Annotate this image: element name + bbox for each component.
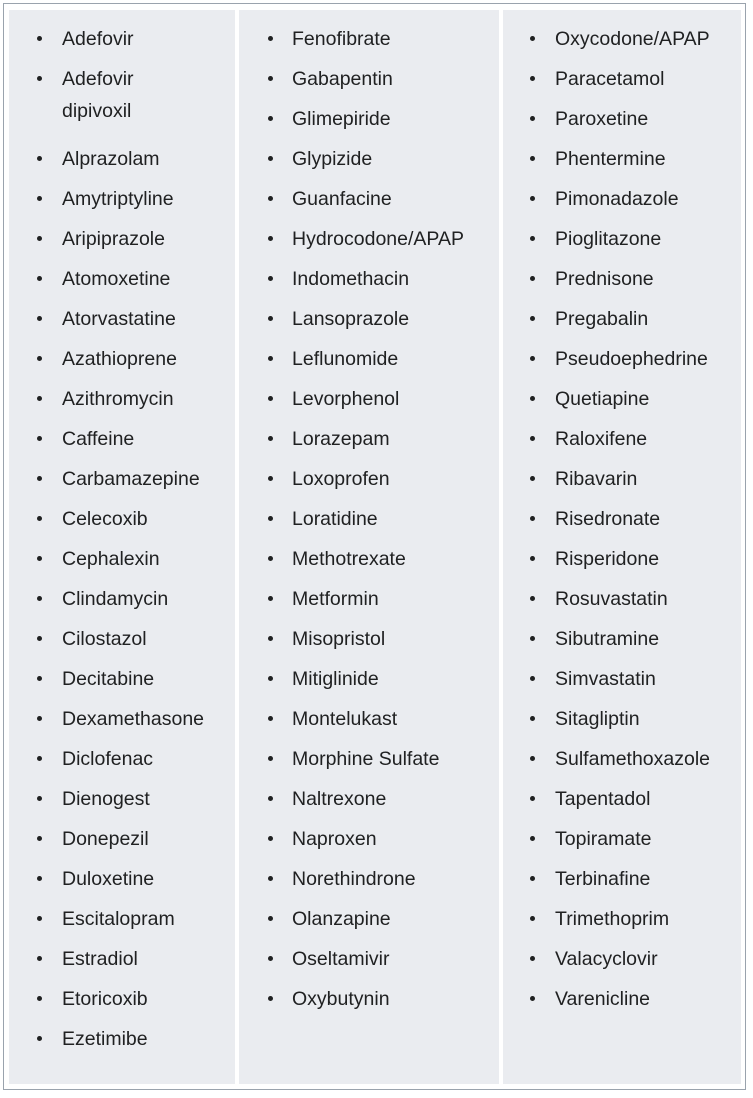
list-item <box>503 303 741 343</box>
list-item <box>9 183 235 223</box>
list-item <box>503 703 741 743</box>
drug-name: Sibutramine <box>555 628 660 650</box>
list-item <box>503 943 741 983</box>
drug-name: Quetiapine <box>555 388 650 410</box>
bullet-icon <box>268 36 273 41</box>
bullet-icon <box>530 716 535 721</box>
drug-name: Terbinafine <box>555 868 651 890</box>
list-item <box>503 103 741 143</box>
bullet-icon <box>530 36 535 41</box>
list-item <box>9 1023 235 1063</box>
drug-name: Etoricoxib <box>62 988 148 1010</box>
list-item <box>239 223 499 263</box>
bullet-icon <box>268 76 273 81</box>
list-item <box>239 303 499 343</box>
drug-name: Escitalopram <box>62 908 175 930</box>
list-item <box>503 663 741 703</box>
bullet-icon <box>37 596 42 601</box>
list-item <box>239 623 499 663</box>
drug-name: Oxybutynin <box>292 988 390 1010</box>
bullet-icon <box>37 916 42 921</box>
list-item <box>9 623 235 663</box>
list-item <box>9 703 235 743</box>
bullet-icon <box>530 796 535 801</box>
list-item <box>239 183 499 223</box>
bullet-icon <box>530 596 535 601</box>
drug-name: Estradiol <box>62 948 138 970</box>
drug-name: Caffeine <box>62 428 135 450</box>
bullet-icon <box>268 436 273 441</box>
bullet-icon <box>268 956 273 961</box>
list-item <box>503 23 741 63</box>
drug-name: Sulfamethoxazole <box>555 748 711 770</box>
drug-name: Donepezil <box>62 828 149 850</box>
list-item <box>9 23 235 63</box>
bullet-icon <box>37 316 42 321</box>
bullet-icon <box>37 36 42 41</box>
list-item <box>239 663 499 703</box>
list-item <box>9 943 235 983</box>
drug-name: Rosuvastatin <box>555 588 668 610</box>
drug-name: Metformin <box>292 588 379 610</box>
list-item <box>503 343 741 383</box>
list-item <box>239 943 499 983</box>
drug-name: Indomethacin <box>292 268 410 290</box>
list-item <box>239 823 499 863</box>
drug-name: Ribavarin <box>555 468 638 490</box>
bullet-icon <box>37 756 42 761</box>
drug-name: Prednisone <box>555 268 654 290</box>
drug-name: Norethindrone <box>292 868 416 890</box>
drug-name: Azathioprene <box>62 348 177 370</box>
drug-name: Amytriptyline <box>62 188 174 210</box>
bullet-icon <box>37 676 42 681</box>
bullet-icon <box>268 756 273 761</box>
drug-name: Varenicline <box>555 988 651 1010</box>
list-item <box>239 543 499 583</box>
drug-name: Tapentadol <box>555 788 651 810</box>
drug-name: Adefovir dipivoxil <box>62 68 134 122</box>
drug-name: Fenofibrate <box>292 28 391 50</box>
drug-name: Atorvastatine <box>62 308 176 330</box>
list-item <box>9 143 235 183</box>
drug-list-1 <box>9 10 235 1063</box>
drug-name: Dexamethasone <box>62 708 205 730</box>
bullet-icon <box>530 876 535 881</box>
drug-name: Oseltamivir <box>292 948 390 970</box>
bullet-icon <box>37 796 42 801</box>
list-item <box>503 423 741 463</box>
drug-name: Decitabine <box>62 668 155 690</box>
drug-name: Naltrexone <box>292 788 387 810</box>
list-item <box>503 63 741 103</box>
bullet-icon <box>530 276 535 281</box>
drug-name: Duloxetine <box>62 868 155 890</box>
drug-name: Levorphenol <box>292 388 400 410</box>
list-item <box>239 903 499 943</box>
bullet-icon <box>268 116 273 121</box>
bullet-icon <box>530 756 535 761</box>
list-item <box>239 743 499 783</box>
bullet-icon <box>268 796 273 801</box>
bullet-icon <box>37 636 42 641</box>
list-item <box>9 63 235 143</box>
drug-name: Naproxen <box>292 828 377 850</box>
list-item <box>503 183 741 223</box>
list-item <box>9 663 235 703</box>
list-item <box>503 743 741 783</box>
list-item <box>9 303 235 343</box>
drug-name: Lansoprazole <box>292 308 410 330</box>
bullet-icon <box>530 996 535 1001</box>
list-item <box>9 583 235 623</box>
drug-name: Cephalexin <box>62 548 160 570</box>
bullet-icon <box>530 836 535 841</box>
bullet-icon <box>37 76 42 81</box>
drug-name: Misopristol <box>292 628 386 650</box>
bullet-icon <box>268 996 273 1001</box>
drug-name: Cilostazol <box>62 628 147 650</box>
list-item <box>9 823 235 863</box>
bullet-icon <box>268 316 273 321</box>
bullet-icon <box>268 196 273 201</box>
list-item <box>503 463 741 503</box>
drug-name: Loxoprofen <box>292 468 390 490</box>
list-item <box>503 503 741 543</box>
bullet-icon <box>268 476 273 481</box>
bullet-icon <box>530 556 535 561</box>
list-item <box>9 863 235 903</box>
bullet-icon <box>530 76 535 81</box>
drug-name: Pioglitazone <box>555 228 662 250</box>
bullet-icon <box>530 916 535 921</box>
list-item <box>239 583 499 623</box>
list-item <box>9 743 235 783</box>
drug-name: Gabapentin <box>292 68 393 90</box>
list-item <box>239 703 499 743</box>
drug-name: Azithromycin <box>62 388 174 410</box>
list-item <box>239 103 499 143</box>
list-item <box>239 863 499 903</box>
bullet-icon <box>530 116 535 121</box>
list-item <box>239 23 499 63</box>
bullet-icon <box>268 916 273 921</box>
list-item <box>239 343 499 383</box>
bullet-icon <box>37 196 42 201</box>
drug-list-table <box>3 3 746 1090</box>
bullet-icon <box>268 516 273 521</box>
bullet-icon <box>37 836 42 841</box>
drug-name: Oxycodone/APAP <box>555 28 710 50</box>
drug-name: Lorazepam <box>292 428 390 450</box>
drug-name: Diclofenac <box>62 748 154 770</box>
list-item <box>239 983 499 1023</box>
list-item <box>239 263 499 303</box>
bullet-icon <box>37 236 42 241</box>
drug-name: Paroxetine <box>555 108 649 130</box>
drug-name: Topiramate <box>555 828 652 850</box>
drug-name: Pregabalin <box>555 308 649 330</box>
bullet-icon <box>530 396 535 401</box>
drug-name: Pimonadazole <box>555 188 679 210</box>
bullet-icon <box>37 436 42 441</box>
bullet-icon <box>268 596 273 601</box>
bullet-icon <box>530 156 535 161</box>
list-item <box>503 383 741 423</box>
drug-name: Valacyclovir <box>555 948 658 970</box>
drug-name: Dienogest <box>62 788 150 810</box>
list-item <box>239 63 499 103</box>
list-item <box>9 463 235 503</box>
list-item <box>9 503 235 543</box>
list-item <box>503 583 741 623</box>
bullet-icon <box>37 876 42 881</box>
bullet-icon <box>530 676 535 681</box>
bullet-icon <box>37 1036 42 1041</box>
list-item <box>503 783 741 823</box>
bullet-icon <box>268 156 273 161</box>
drug-name: Leflunomide <box>292 348 399 370</box>
bullet-icon <box>530 356 535 361</box>
drug-name: Hydrocodone/APAP <box>292 228 464 250</box>
bullet-icon <box>268 556 273 561</box>
bullet-icon <box>37 996 42 1001</box>
list-item <box>503 263 741 303</box>
drug-name: Atomoxetine <box>62 268 171 290</box>
list-item <box>503 903 741 943</box>
list-item <box>503 623 741 663</box>
bullet-icon <box>37 356 42 361</box>
list-item <box>239 423 499 463</box>
drug-name: Trimethoprim <box>555 908 670 930</box>
list-item <box>503 983 741 1023</box>
list-item <box>503 543 741 583</box>
bullet-icon <box>268 716 273 721</box>
drug-name: Loratidine <box>292 508 378 530</box>
drug-name: Carbamazepine <box>62 468 200 490</box>
list-item <box>239 143 499 183</box>
drug-column-1 <box>9 10 235 1084</box>
list-item <box>503 823 741 863</box>
drug-name: Guanfacine <box>292 188 392 210</box>
bullet-icon <box>37 956 42 961</box>
bullet-icon <box>530 476 535 481</box>
list-item <box>503 863 741 903</box>
drug-name: Adefovir <box>62 28 134 50</box>
bullet-icon <box>268 396 273 401</box>
list-item <box>9 783 235 823</box>
list-item <box>9 223 235 263</box>
drug-name: Methotrexate <box>292 548 406 570</box>
bullet-icon <box>530 196 535 201</box>
bullet-icon <box>37 156 42 161</box>
bullet-icon <box>530 956 535 961</box>
bullet-icon <box>37 276 42 281</box>
bullet-icon <box>530 236 535 241</box>
bullet-icon <box>530 316 535 321</box>
drug-name: Aripiprazole <box>62 228 165 250</box>
drug-name: Ezetimibe <box>62 1028 148 1050</box>
drug-name: Glypizide <box>292 148 373 170</box>
bullet-icon <box>530 516 535 521</box>
list-item <box>9 343 235 383</box>
drug-list-3 <box>503 10 741 1023</box>
bullet-icon <box>268 836 273 841</box>
list-item <box>239 783 499 823</box>
list-item <box>9 983 235 1023</box>
drug-list-2 <box>239 10 499 1023</box>
drug-name: Risedronate <box>555 508 661 530</box>
bullet-icon <box>37 396 42 401</box>
drug-name: Alprazolam <box>62 148 160 170</box>
bullet-icon <box>530 636 535 641</box>
drug-column-2 <box>239 10 499 1084</box>
drug-name: Phentermine <box>555 148 666 170</box>
drug-name: Morphine Sulfate <box>292 748 440 770</box>
list-item <box>9 543 235 583</box>
bullet-icon <box>268 236 273 241</box>
bullet-icon <box>530 436 535 441</box>
drug-name: Paracetamol <box>555 68 665 90</box>
drug-name: Olanzapine <box>292 908 391 930</box>
list-item <box>503 223 741 263</box>
bullet-icon <box>37 556 42 561</box>
drug-name: Clindamycin <box>62 588 169 610</box>
list-item <box>9 383 235 423</box>
bullet-icon <box>268 276 273 281</box>
drug-name: Mitiglinide <box>292 668 379 690</box>
list-item <box>239 503 499 543</box>
drug-column-3 <box>503 10 741 1084</box>
drug-name: Raloxifene <box>555 428 648 450</box>
drug-name: Sitagliptin <box>555 708 640 730</box>
drug-name: Celecoxib <box>62 508 148 530</box>
list-item <box>239 463 499 503</box>
bullet-icon <box>268 876 273 881</box>
drug-name: Simvastatin <box>555 668 656 690</box>
drug-name: Glimepiride <box>292 108 391 130</box>
list-item <box>9 423 235 463</box>
bullet-icon <box>268 356 273 361</box>
list-item <box>9 903 235 943</box>
drug-name: Risperidone <box>555 548 660 570</box>
list-item <box>503 143 741 183</box>
bullet-icon <box>268 676 273 681</box>
drug-name: Pseudoephedrine <box>555 348 708 370</box>
bullet-icon <box>37 476 42 481</box>
list-item <box>9 263 235 303</box>
bullet-icon <box>268 636 273 641</box>
drug-name: Montelukast <box>292 708 398 730</box>
bullet-icon <box>37 716 42 721</box>
list-item <box>239 383 499 423</box>
bullet-icon <box>37 516 42 521</box>
